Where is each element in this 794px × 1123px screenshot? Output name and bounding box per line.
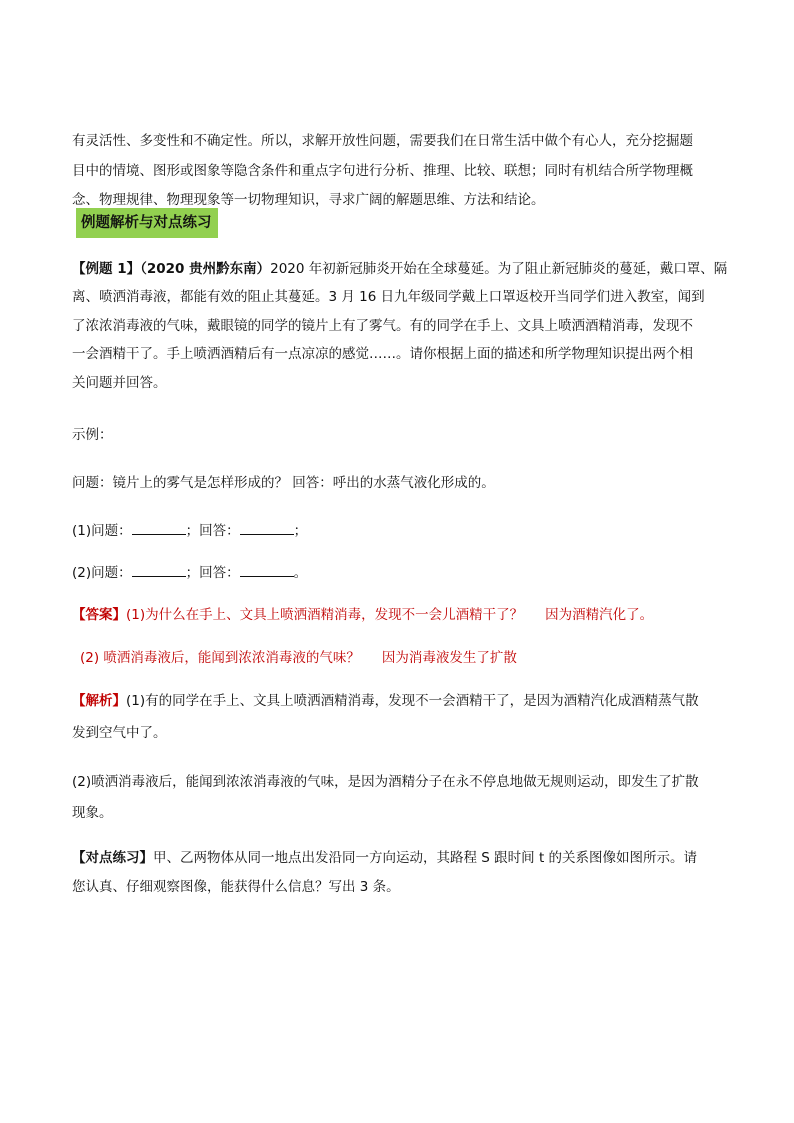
answer-label: 【答案】	[72, 607, 126, 623]
example-line-1	[72, 259, 732, 279]
example-line-2: 离、喷洒消毒液，都能有效的阻止其蔓延。3 月 16 日九年级同学戴上口罩返校开当同学们进入教室，闻到	[72, 289, 705, 305]
answer-line-2	[80, 648, 740, 668]
practice-line-1	[72, 848, 732, 868]
intro-line-2: 目中的情境、图形或图象等隐含条件和重点字句进行分析、推理、比较、联想；同时有机结合所学物理概	[72, 163, 693, 179]
analysis-line-3: (2)喷洒消毒液后，能闻到浓浓消毒液的气味，是因为酒精分子在永不停息地做无规则运动，即发生了扩散	[72, 774, 699, 790]
analysis-line-1-text: (1)有的同学在手上、文具上喷洒酒精消毒，发现不一会酒精干了，是因为酒精汽化成酒精蒸气散	[126, 693, 699, 709]
practice-label: 【对点练习】	[72, 850, 153, 866]
example-line-4: 一会酒精干了。手上喷洒酒精后有一点凉凉的感觉……。请你根据上面的描述和所学物理知识提出两个相	[72, 346, 693, 362]
example-line-5: 关问题并回答。	[72, 375, 167, 391]
section-heading: 例题解析与对点练习	[76, 208, 218, 238]
example-line-1-text: 2020 年初新冠肺炎开始在全球蔓延。为了阻止新冠肺炎的蔓延，戴口罩、隔	[270, 261, 728, 277]
analysis-line-4: 现象。	[72, 805, 113, 821]
question-1-line	[72, 521, 732, 541]
question-2-line	[72, 563, 732, 583]
q1-answer-blank[interactable]	[240, 522, 294, 535]
q2-prefix: (2)问题：	[72, 565, 132, 581]
sample-label: 示例：	[72, 427, 113, 443]
q1-mid: ；回答：	[185, 523, 240, 539]
example-label: 【例题 1】	[72, 261, 141, 277]
analysis-line-2: 发到空气中了。	[72, 725, 167, 741]
practice-line-1-text: 甲、乙两物体从同一地点出发沿同一方向运动，其路程 S 跟时间 t 的关系图像如图所示。请	[153, 850, 698, 866]
q1-prefix: (1)问题：	[72, 523, 132, 539]
q2-end: 。	[293, 565, 308, 581]
analysis-line-1	[72, 691, 732, 711]
sample-line: 问题：镜片上的雾气是怎样形成的？ 回答：呼出的水蒸气液化形成的。	[72, 475, 495, 491]
answer-1-question: (1)为什么在手上、文具上喷洒酒精消毒，发现不一会儿酒精干了？	[126, 607, 524, 623]
answer-2-response: 因为消毒液发生了扩散	[381, 650, 517, 666]
analysis-label: 【解析】	[72, 693, 126, 709]
q2-mid: ；回答：	[185, 565, 240, 581]
answer-1-response: 因为酒精汽化了。	[545, 607, 654, 623]
answer-line-1	[72, 605, 732, 625]
practice-line-2: 您认真、仔细观察图像，能获得什么信息？写出 3 条。	[72, 879, 400, 895]
example-line-3: 了浓浓消毒液的气味，戴眼镜的同学的镜片上有了雾气。有的同学在手上、文具上喷洒酒精消毒，发现不	[72, 318, 693, 334]
q1-end: ；	[293, 523, 308, 539]
intro-line-3: 念、物理规律、物理现象等一切物理知识，寻求广阔的解题思维、方法和结论。	[72, 192, 545, 208]
q1-question-blank[interactable]	[132, 522, 186, 535]
answer-2-question: (2) 喷洒消毒液后，能闻到浓浓消毒液的气味？	[80, 650, 360, 666]
q2-question-blank[interactable]	[132, 564, 186, 577]
q2-answer-blank[interactable]	[240, 564, 294, 577]
intro-line-1: 有灵活性、多变性和不确定性。所以，求解开放性问题，需要我们在日常生活中做个有心人，充分挖掘题	[72, 133, 693, 149]
example-source: （2020 贵州黔东南）	[140, 261, 271, 277]
